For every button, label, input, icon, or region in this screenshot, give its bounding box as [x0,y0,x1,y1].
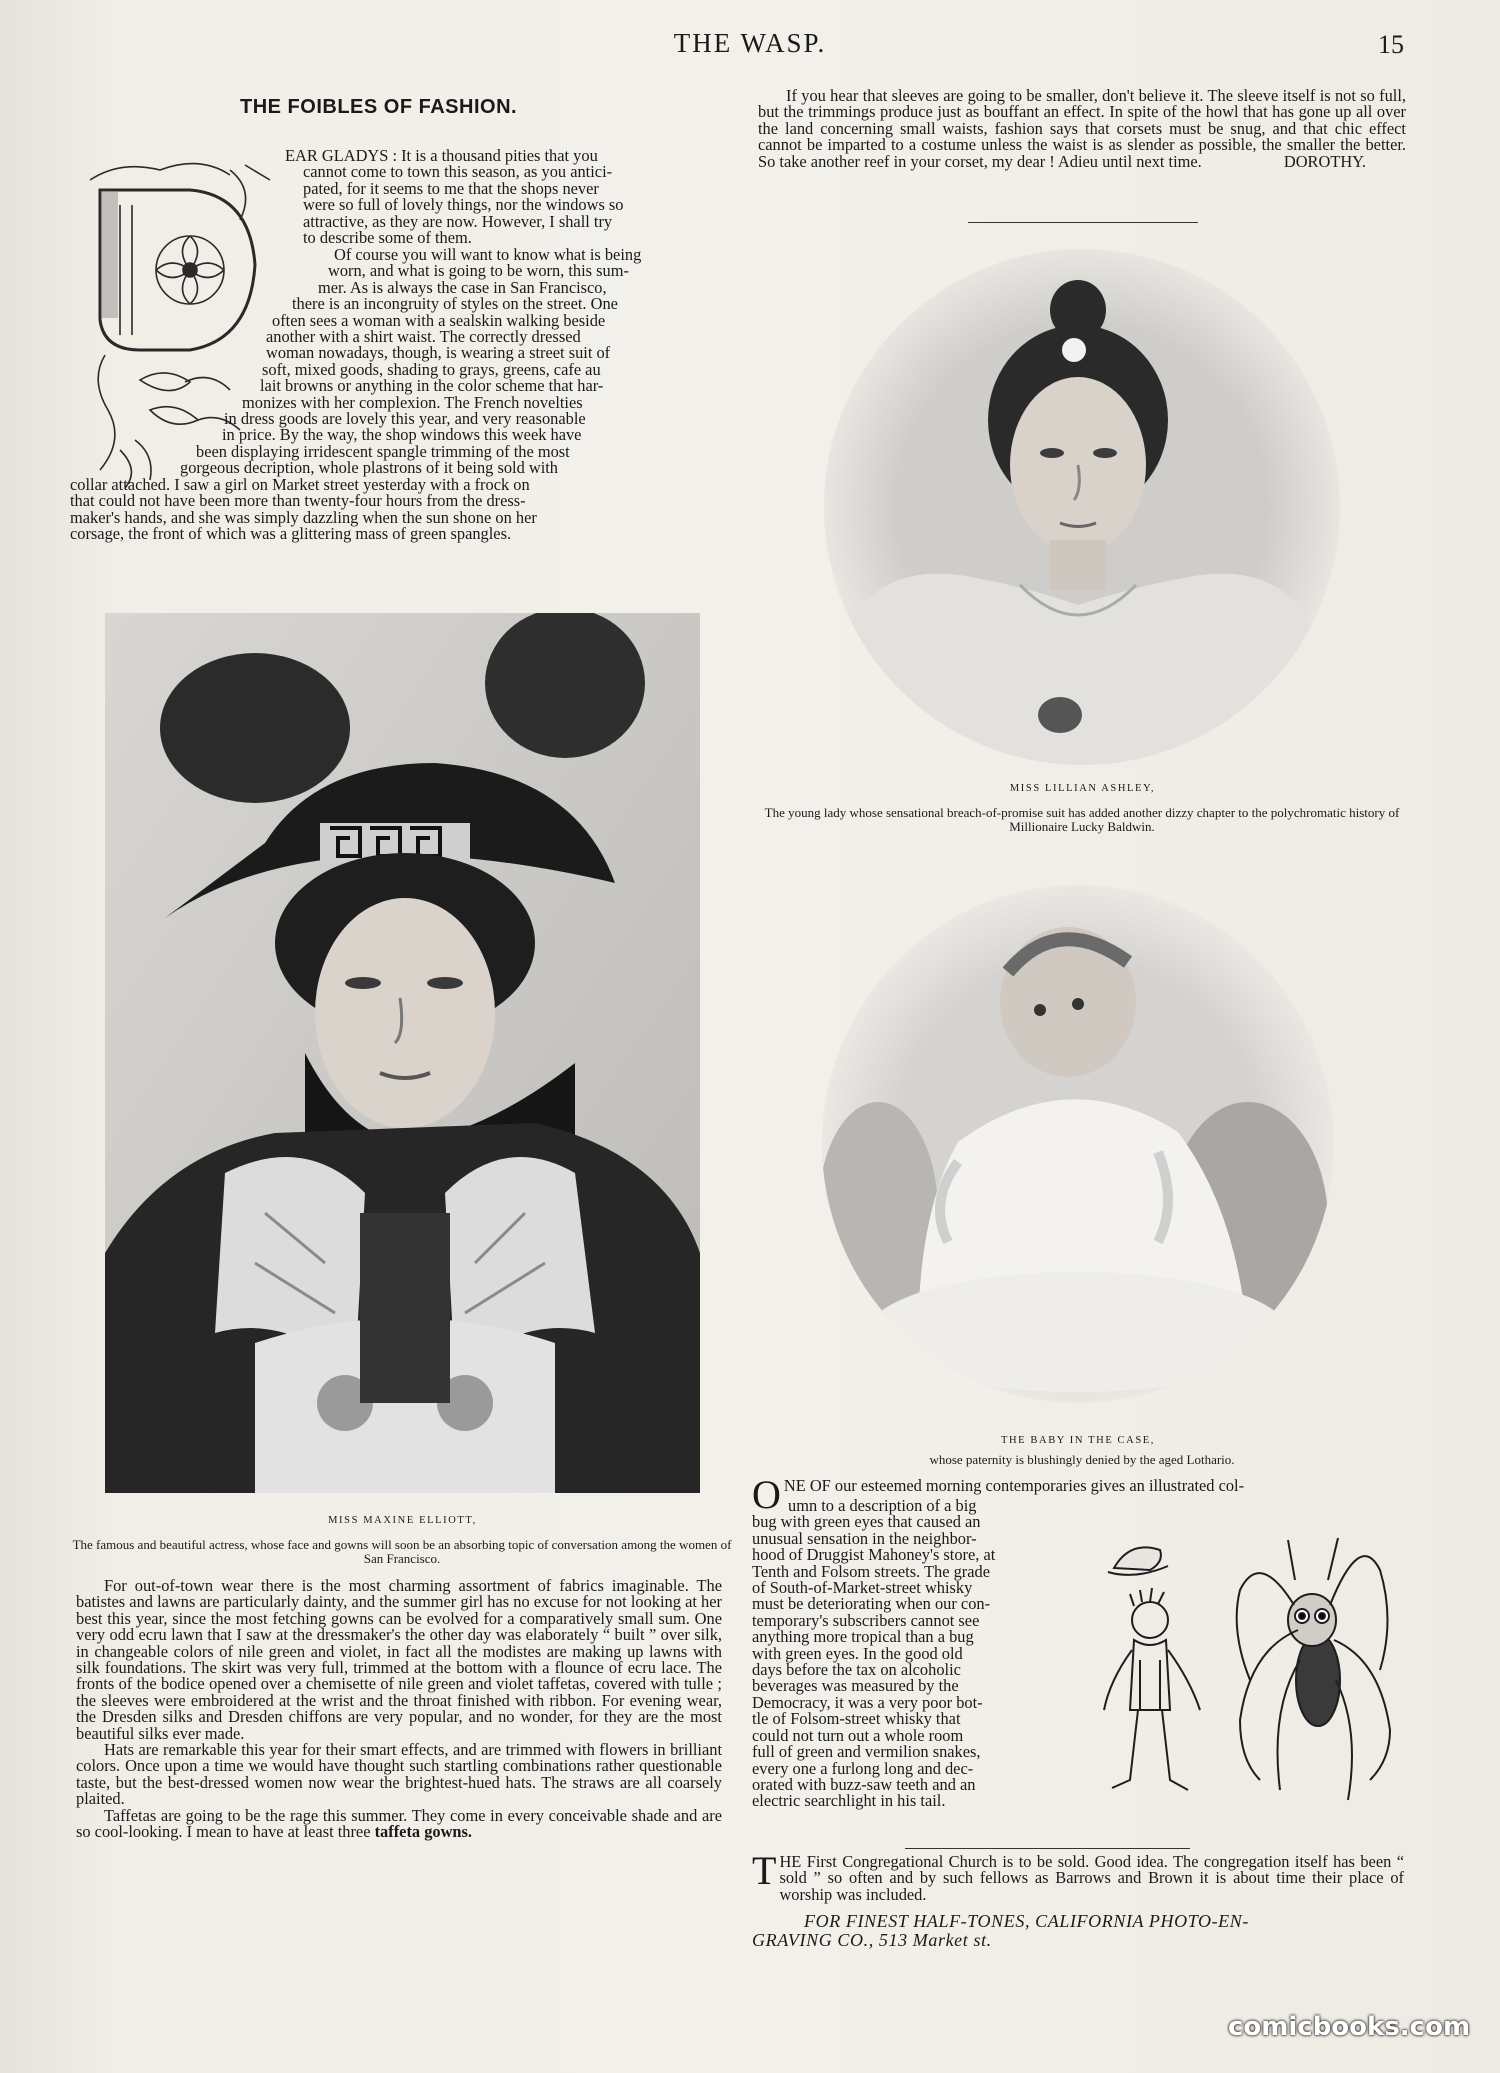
article-paragraph-3: For out-of-town wear there is the most charming assortment of fabrics imaginable. The batistes and lawns are particularly dainty, and the summer girl has no excuse for not looking at her best this year, since the most fetching gowns can be evolved for a comparatively small sum. One very odd ecru lawn that I saw at the dressmaker's the other day was elaborately “ built ” over silk, in changeable colors of nile green and violet, in fact all the modistes are making up lawns with silk foundations. The skirt was very full, trimmed at the bottom with a flounce of ecru lace. The fronts of the bodice opened over a chemisette of nile green and violet taffetas, covered with tulle ; the sleeves were embroidered at the wrist and the throat finished with ribbon. For evening wear, the Dresden silks and Dresden chiffons are very popular, and no wonder, for they are the most beautiful silks ever made. [76,1576,722,1743]
article-paragraph-2 [70,247,726,542]
text-line: Of course you will want to know what is being [334,245,642,264]
intro-line: were so full of lovely things, nor the windows so [303,195,624,215]
photo-baby [818,882,1338,1407]
article-column-2 [758,88,1406,170]
text-line: mer. As is always the case in San Francisco, [318,277,607,297]
text-line: corsage, the front of which was a glittering mass of green spangles. [70,523,512,543]
caption-title-ashley: MISS LILLIAN ASHLEY, [1009,783,1156,794]
text-line: Tenth and Folsom streets. The grade [752,1561,990,1581]
text-line: worn, and what is going to be worn, this sum- [328,261,629,281]
advertisement [752,1912,1402,1950]
text-line: temporary's subscribers cannot see [752,1610,980,1630]
text-line: full of green and vermilion snakes, [752,1742,981,1762]
article-paragraph-5 [76,1805,722,1842]
text-line: must be deteriorating when our con- [752,1594,991,1614]
text-line: NE OF our esteemed morning contemporaries gives an illustrated col- [783,1476,1245,1495]
article-headline: THE FOIBLES OF FASHION. [240,96,518,118]
text-line: days before the tax on alcoholic [752,1660,961,1680]
text-line: been displaying irridescent spangle trimming of the most [196,441,570,461]
intro-line: pated, for it seems to me that the shops never [303,178,599,198]
text-line: soft, mixed goods, shading to grays, greens, cafe au [262,359,601,379]
text-line: in price. By the way, the shop windows this week have [222,425,582,445]
masthead-title: THE WASP. [673,28,827,58]
page-number: 15 [1378,30,1404,59]
text-line: another with a shirt waist. The correctly dressed [266,327,581,347]
ad-line-1: FOR FINEST HALF-TONES, CALIFORNIA PHOTO-EN- [804,1911,1249,1931]
dropcap-t: T [752,1848,777,1893]
text-line: woman nowadays, though, is wearing a street suit of [266,343,611,363]
text-line: electric searchlight in his tail. [752,1791,946,1811]
text-line: with green eyes. In the good old [752,1643,963,1663]
paragraph-5-text: Taffetas are going to be the rage this summer. They come in every conceivable shade and are so cool-looking. I mean to have at least three [76,1805,722,1842]
text-line: there is an incongruity of styles on the street. One [292,294,618,314]
text-line: Democracy, it was a very poor bot- [752,1692,983,1712]
section-rule [968,222,1198,223]
text-line: hood of Druggist Mahoney's store, at [752,1545,996,1565]
text-line: often sees a woman with a sealskin walking beside [272,310,606,330]
signature: DOROTHY. [1283,152,1366,172]
paragraph-5-bold: taffeta gowns. [374,1822,473,1842]
caption-title-baby: THE BABY IN THE CASE, [1000,1435,1156,1446]
church-item-text: HE First Congregational Church is to be sold. Good idea. The congregation itself has been “ sold ” so often and by such fellows as Barrows and Brown it is about time their place of worship was included. [779,1852,1404,1904]
caption-elliott: The famous and beautiful actress, whose face and gowns will soon be an absorbing topic of conversation among the women of San Francisco. [72,1537,732,1566]
article-paragraph-col2: If you hear that sleeves are going to be smaller, don't believe it. The sleeve itself is not so full, but the trimmings produce just as bouffant an effect. In spite of the howl that has gone up all over the land concerning small waists, fashion says that corsets must be snug, and that chic effect cannot be imparted to a costume unless the waist is as slender as possible, the smaller the better. So take another reef in your corset, my dear ! Adieu until next time. [758,86,1406,171]
text-line: that could not have been more than twenty-four hours from the dress- [70,491,526,511]
text-line: monizes with her complexion. The French novelties [242,392,583,412]
text-line: maker's hands, and she was simply dazzling when the sun shone on her [70,507,537,527]
photo-lillian-ashley [820,245,1345,770]
church-item [752,1848,1404,1904]
intro-line: attractive, as they are now. However, I shall try [303,211,613,231]
text-line: lait browns or anything in the color scheme that har- [260,376,604,396]
photo-maxine-elliott [105,613,700,1493]
text-line: tle of Folsom-street whisky that [752,1709,961,1729]
intro-line: EAR GLADYS : It is a thousand pities that you [285,146,598,165]
text-line: gorgeous decription, whole plastrons of it being sold with [180,458,559,478]
text-line: could not turn out a whole room [752,1725,964,1745]
text-line: collar attached. I saw a girl on Market street yesterday with a frock on [70,474,530,494]
section-rule-2 [905,1848,1190,1849]
text-line: unusual sensation in the neighbor- [752,1528,977,1548]
cartoon-man-and-bug [1090,1510,1410,1820]
ad-line-2: GRAVING CO., 513 Market st. [752,1930,992,1950]
article-paragraph-4: Hats are remarkable this year for their smart effects, and are trimmed with flowers in brilliant colors. Once upon a time we would have thought such startling combinations rather questionable taste, but the best-dressed women now wear the brightest-hued hats. The straws are all coarsely plaited. [76,1740,722,1809]
text-line: umn to a description of a big [788,1496,977,1515]
text-line: bug with green eyes that caused an [752,1512,981,1532]
caption-baby: whose paternity is blushingly denied by the aged Lothario. [929,1452,1235,1467]
intro-line: to describe some of them. [303,228,472,248]
text-line: every one a furlong long and dec- [752,1758,974,1778]
text-line: of South-of-Market-street whisky [752,1578,973,1598]
text-line: anything more tropical than a bug [752,1627,974,1647]
text-line: beverages was measured by the [752,1676,959,1696]
watermark: comicbooks.com [1228,2012,1471,2042]
bug-item-column [752,1498,1070,1810]
article-lower-column [76,1578,722,1841]
text-line: in dress goods are lovely this year, and very reasonable [224,409,586,429]
text-line: orated with buzz-saw teeth and an [752,1774,976,1794]
intro-line: cannot come to town this season, as you antici- [303,162,613,182]
dropcap-o: O [752,1472,781,1517]
article-intro [285,148,725,246]
caption-title-elliott: MISS MAXINE ELLIOTT, [328,1515,477,1526]
caption-ashley: The young lady whose sensational breach-of-promise suit has added another dizzy chapter to the polychromatic history of Millionaire Lucky Baldwin. [764,805,1400,834]
